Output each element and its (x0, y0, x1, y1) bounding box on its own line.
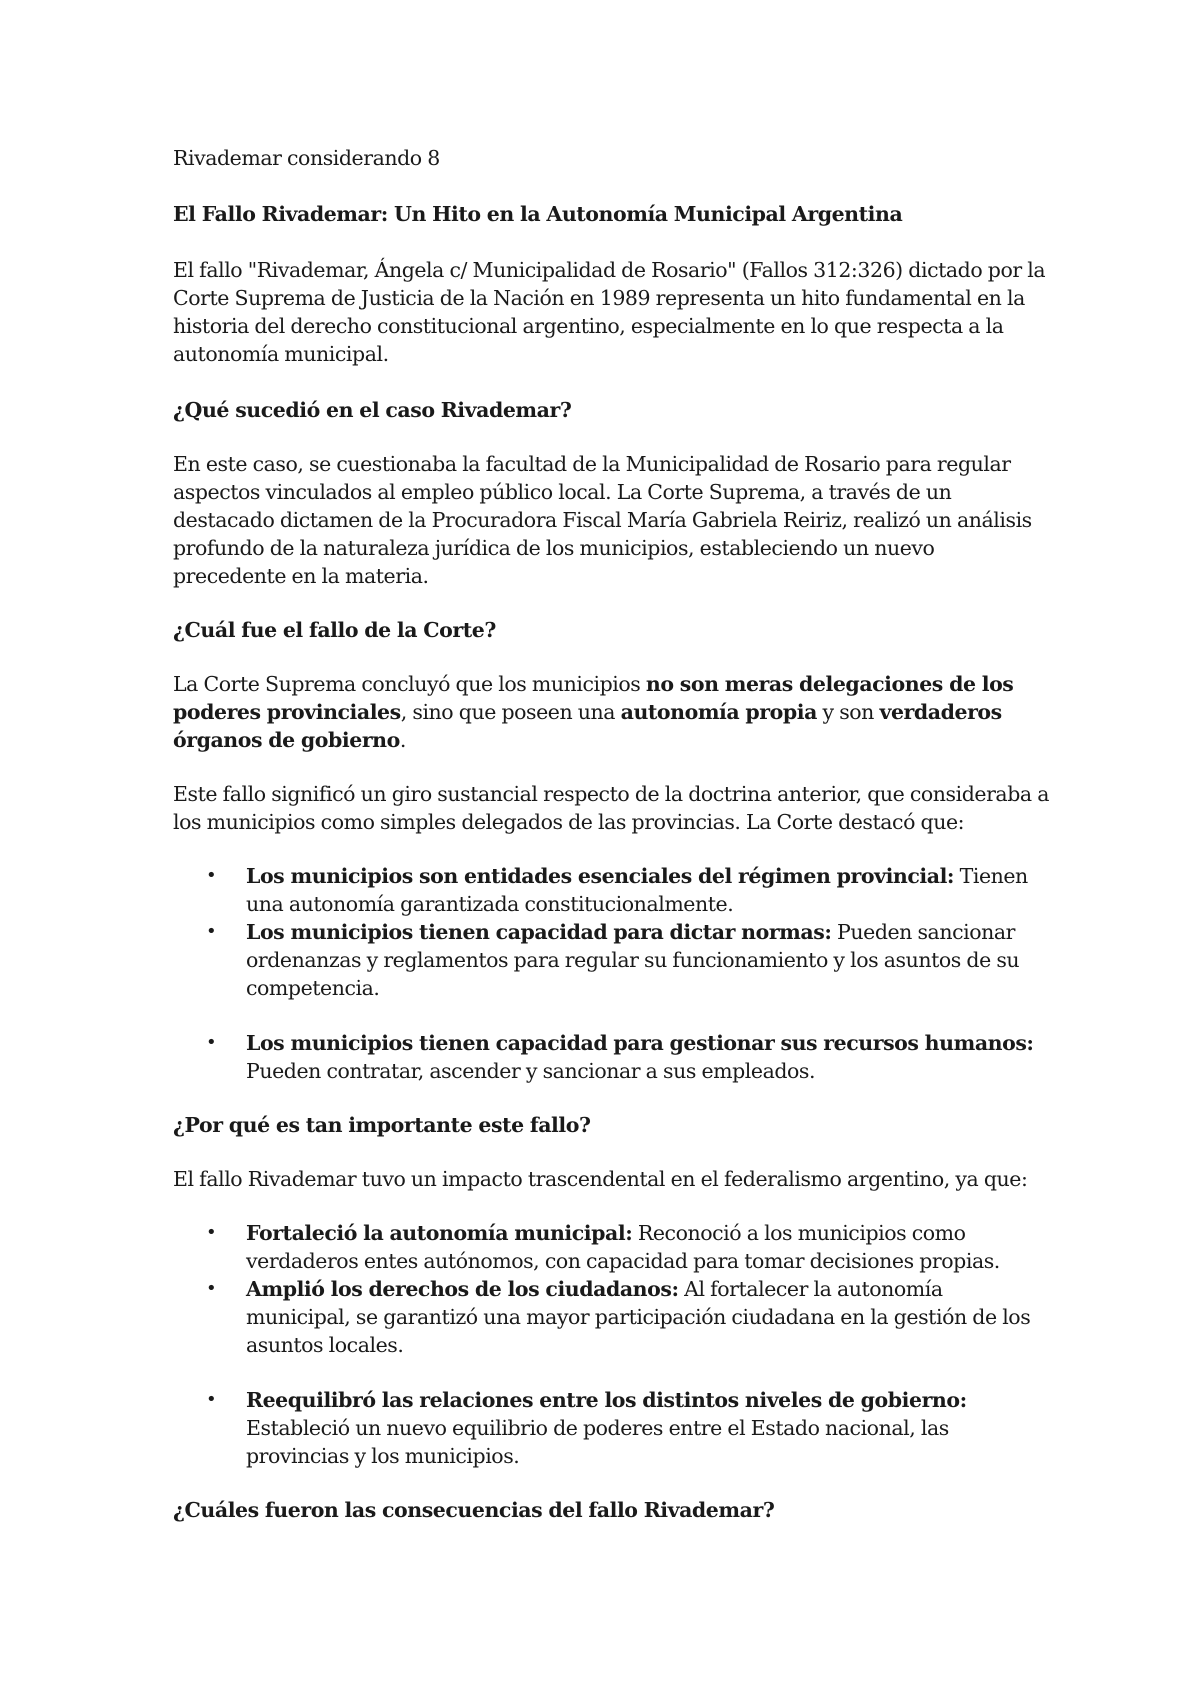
section-heading-por-que-importante: ¿Por qué es tan importante este fallo? (173, 1113, 591, 1137)
fallo-bold-1: no son meras delegaciones de los poderes provinciales (173, 672, 1014, 724)
list-item-lead: Fortaleció la autonomía municipal: (246, 1221, 633, 1245)
list-item-text: Estableció un nuevo equilibrio de poderes entre el Estado nacional, las provincias y los municipios. (246, 1416, 949, 1468)
section-heading-que-sucedio: ¿Qué sucedió en el caso Rivademar? (173, 398, 572, 422)
list-item-lead: Los municipios son entidades esenciales del régimen provincial: (246, 864, 955, 888)
fallo-bold-2: autonomía propia (620, 700, 817, 724)
list-item-lead: Reequilibró las relaciones entre los distintos niveles de gobierno: (246, 1388, 967, 1412)
fallo-paragraph (173, 670, 1050, 754)
fallo-bold-3: verdaderos órganos de gobierno (173, 700, 1002, 752)
list-item (173, 918, 1050, 1002)
impacto-bullet-list (173, 1219, 1050, 1470)
fallo-text-3: y son (816, 700, 880, 724)
list-item-text: Tienen una autonomía garantizada constitucionalmente. (246, 864, 1028, 916)
bullet-icon: • (206, 1222, 217, 1243)
corte-bullet-list (173, 862, 1050, 1085)
list-item-text: Pueden sancionar ordenanzas y reglamentos para regular su funcionamiento y los asuntos de su competencia. (246, 920, 1020, 1000)
intro-paragraph: El fallo "Rivademar, Ángela c/ Municipalidad de Rosario" (Fallos 312:326) dictado por la Corte Suprema de Justicia de la Nación en 1989 representa un hito fundamental en la historia del derecho constitucional argentino, especialmente en lo que respecta a la autonomía municipal. (173, 258, 1046, 366)
fallo-text-2: , sino que poseen una (400, 700, 621, 724)
section-heading-consecuencias: ¿Cuáles fueron las consecuencias del fallo Rivademar? (173, 1498, 775, 1522)
list-item-text: Al fortalecer la autonomía municipal, se garantizó una mayor participación ciudadana en la gestión de los asuntos locales. (246, 1277, 1031, 1357)
fallo-text-4: . (399, 728, 406, 752)
main-heading: El Fallo Rivademar: Un Hito en la Autonomía Municipal Argentina (173, 202, 903, 226)
bullet-icon: • (206, 1278, 217, 1299)
list-item-lead: Amplió los derechos de los ciudadanos: (246, 1277, 679, 1301)
list-item (173, 1386, 1050, 1470)
bullet-icon: • (206, 865, 217, 886)
list-item (173, 1219, 1050, 1275)
bullet-icon: • (206, 921, 217, 942)
bullet-icon: • (206, 1032, 217, 1053)
list-item-text: Pueden contratar, ascender y sancionar a sus empleados. (246, 1059, 816, 1083)
list-item-lead: Los municipios tienen capacidad para dictar normas: (246, 920, 832, 944)
list-item (173, 1275, 1050, 1359)
list-item (173, 1029, 1050, 1085)
list-item (173, 862, 1050, 918)
bullet-icon: • (206, 1389, 217, 1410)
document-title: Rivademar considerando 8 (173, 146, 440, 170)
section-heading-cual-fue-el-fallo: ¿Cuál fue el fallo de la Corte? (173, 618, 496, 642)
section-body-que-sucedio: En este caso, se cuestionaba la facultad de la Municipalidad de Rosario para regular aspectos vinculados al empleo público local. La Corte Suprema, a través de un destacado dictamen de la Procuradora Fiscal María Gabriela Reiriz, realizó un análisis profundo de la naturaleza jurídica de los municipios, estableciendo un nuevo precedente en la materia. (173, 452, 1032, 588)
section-body-por-que-importante: El fallo Rivademar tuvo un impacto trascendental en el federalismo argentino, ya que: (173, 1167, 1028, 1191)
list-item-lead: Los municipios tienen capacidad para gestionar sus recursos humanos: (246, 1031, 1034, 1055)
list-item-text: Reconoció a los municipios como verdaderos entes autónomos, con capacidad para tomar decisiones propias. (246, 1221, 1000, 1273)
fallo-text-1: La Corte Suprema concluyó que los municipios (173, 672, 646, 696)
doctrina-paragraph: Este fallo significó un giro sustancial respecto de la doctrina anterior, que consideraba a los municipios como simples delegados de las provincias. La Corte destacó que: (173, 782, 1049, 834)
